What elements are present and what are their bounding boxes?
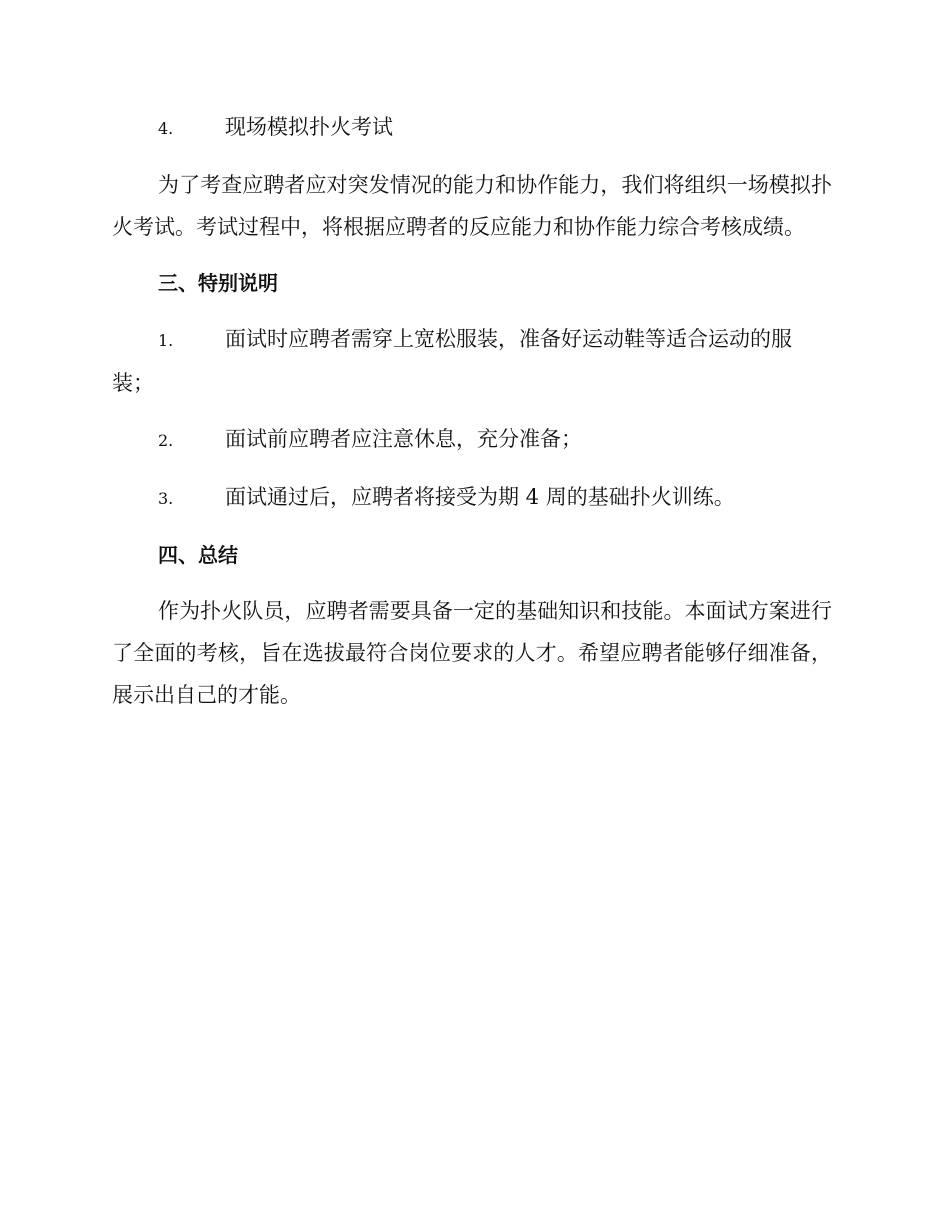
list-number: 2. bbox=[158, 431, 174, 450]
exam-item-4 bbox=[112, 106, 832, 150]
special-note-item-2 bbox=[112, 418, 832, 462]
special-note-text: 面试通过后，应聘者将接受为期 4 周的基础扑火训练。 bbox=[225, 485, 735, 509]
exam-description-paragraph: 为了考查应聘者应对突发情况的能力和协作能力，我们将组织一场模拟扑火考试。考试过程中，将根据应聘者的反应能力和协作能力综合考核成绩。 bbox=[112, 173, 832, 239]
section-heading-special-notes: 三、特别说明 bbox=[158, 271, 278, 295]
document-content bbox=[112, 106, 832, 730]
exam-item-title: 现场模拟扑火考试 bbox=[225, 115, 393, 139]
special-note-text: 面试时应聘者需穿上宽松服装，准备好运动鞋等适合运动的服装； bbox=[112, 327, 792, 395]
list-number: 1. bbox=[158, 331, 174, 350]
special-note-text: 面试前应聘者应注意休息，充分准备； bbox=[225, 427, 582, 451]
list-number: 3. bbox=[158, 489, 174, 508]
list-number: 4. bbox=[158, 119, 174, 138]
special-note-item-3 bbox=[112, 476, 832, 520]
section-heading-summary: 四、总结 bbox=[158, 543, 238, 567]
special-note-item-1 bbox=[112, 318, 832, 404]
summary-paragraph: 作为扑火队员，应聘者需要具备一定的基础知识和技能。本面试方案进行了全面的考核，旨在选拔最符合岗位要求的人才。希望应聘者能够仔细准备，展示出自己的才能。 bbox=[112, 599, 832, 707]
